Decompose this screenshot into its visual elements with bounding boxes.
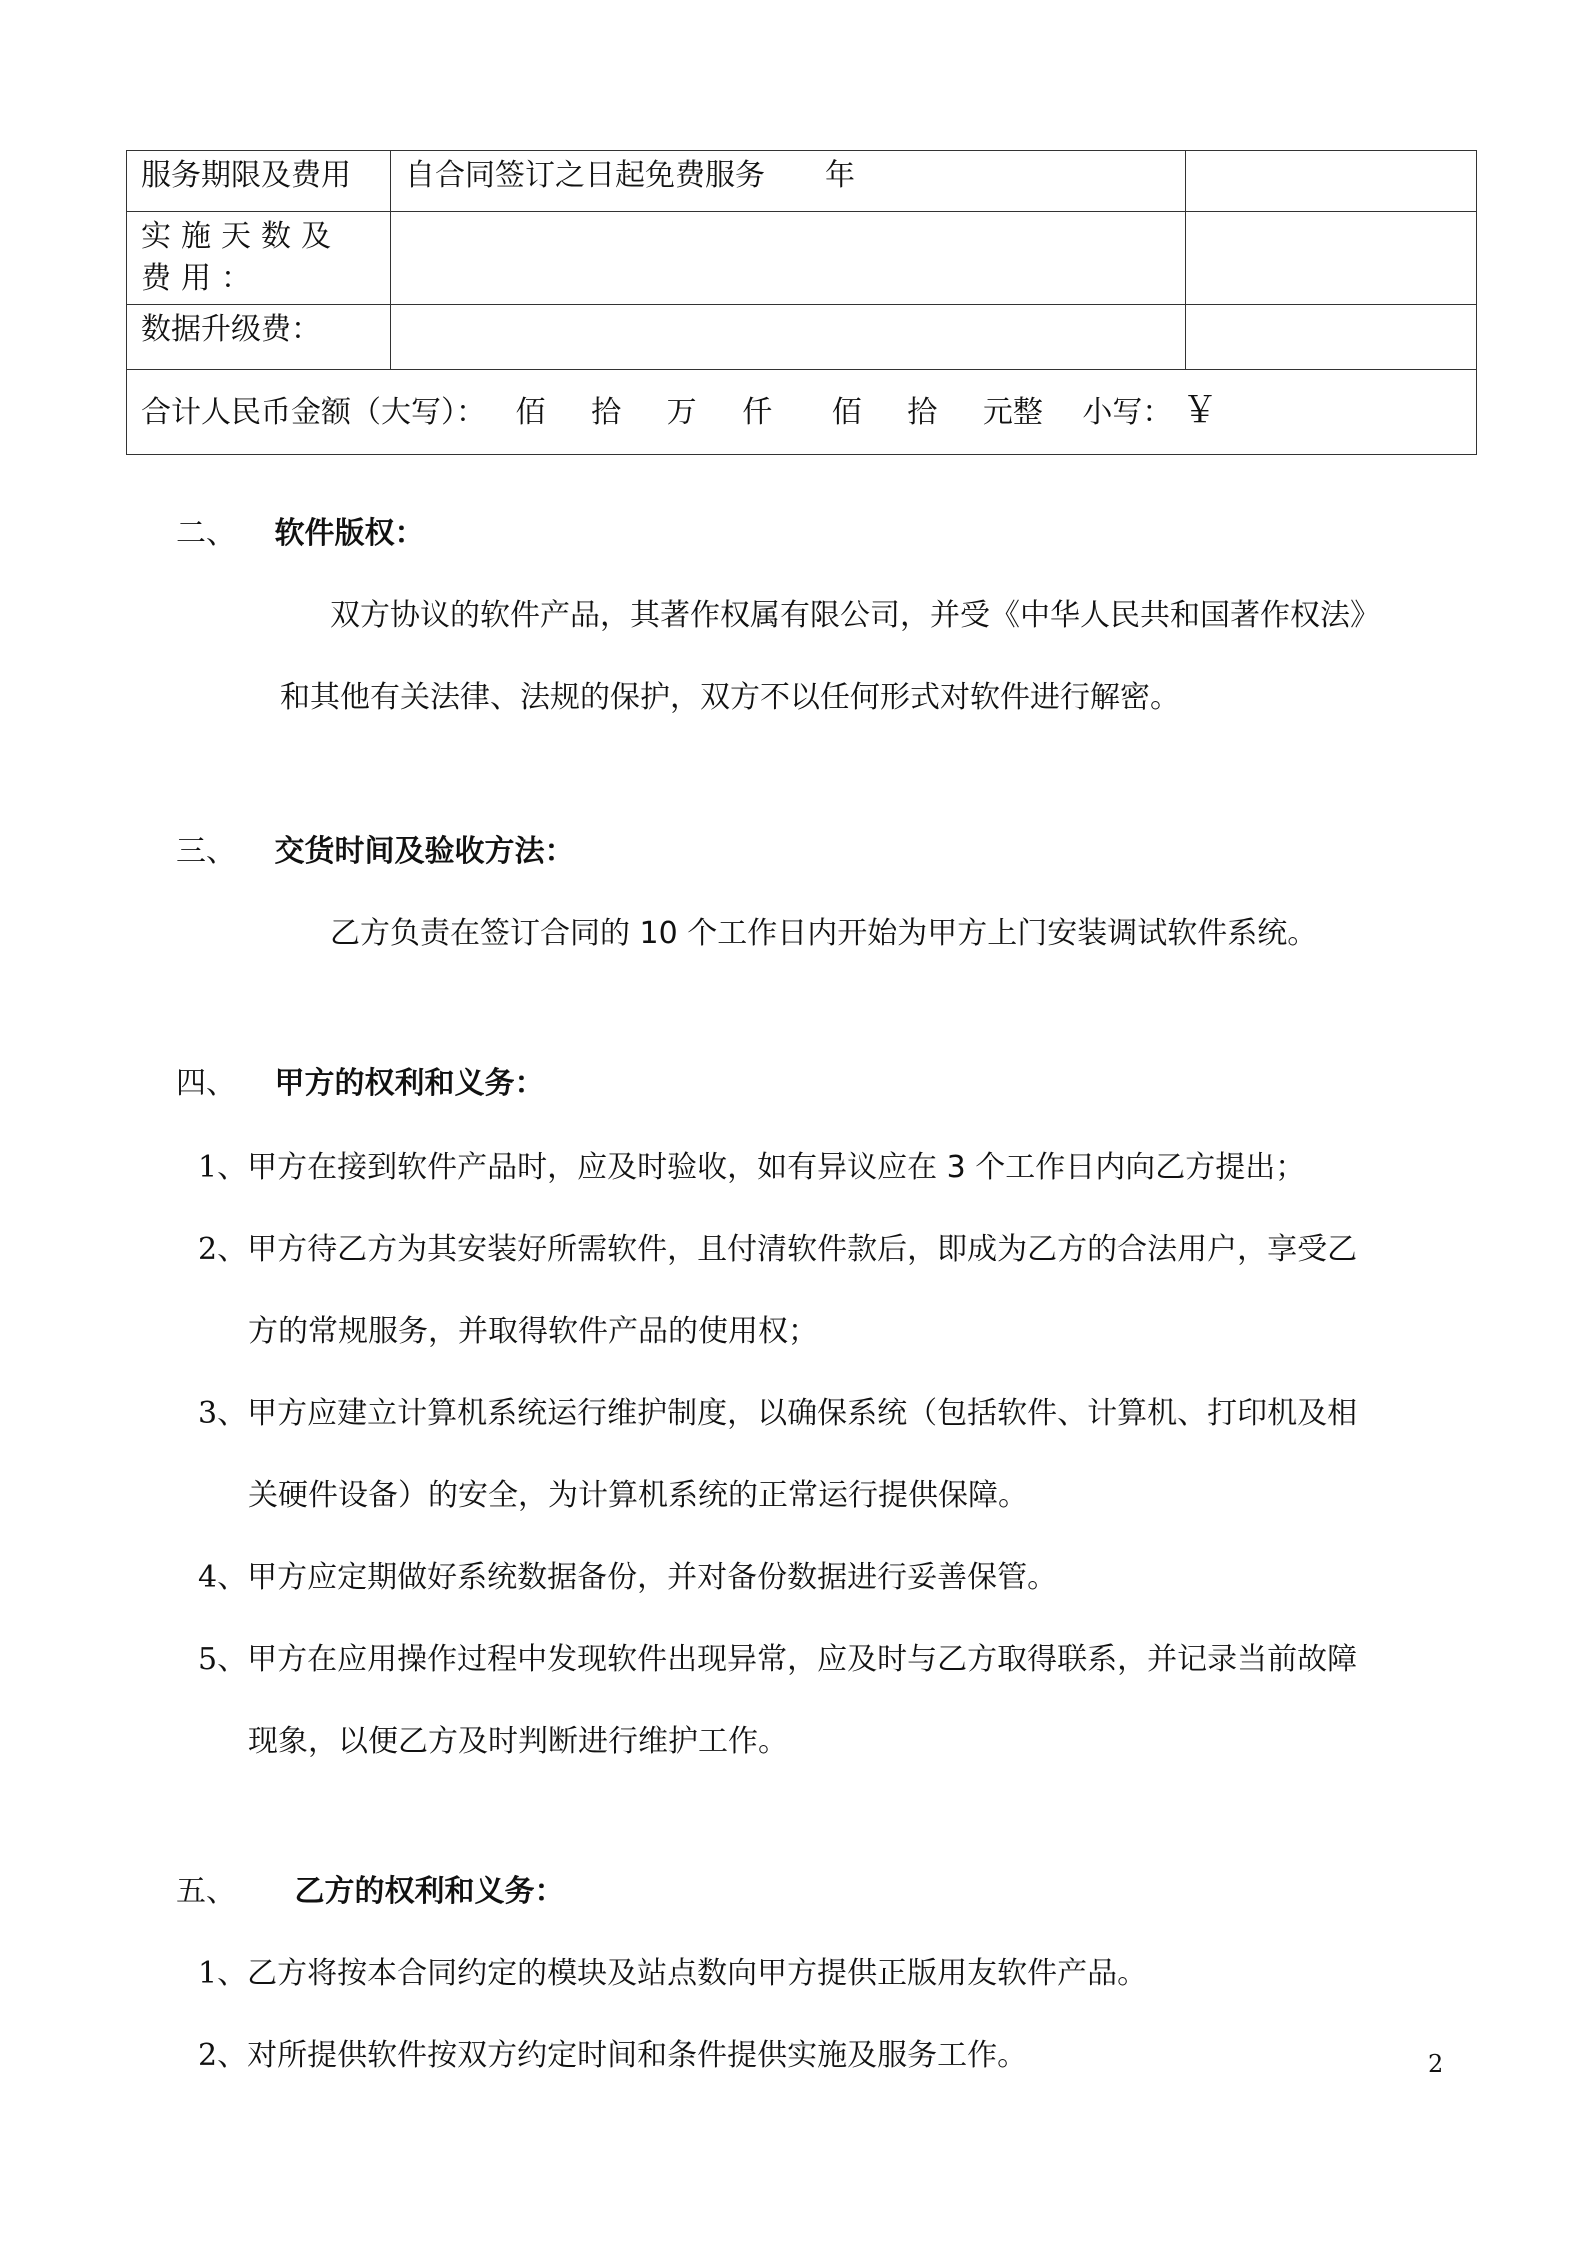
item-text: 乙方将按本合同约定的模块及站点数向甲方提供正版用友软件产品。 bbox=[247, 1956, 1148, 1991]
yen-symbol: ￥ bbox=[1181, 390, 1218, 431]
section-title: 软件版权： bbox=[274, 516, 425, 551]
item-text: 甲方待乙方为其安装好所需软件，且付清软件款后，即成为乙方的合法用户，享受乙 bbox=[247, 1232, 1358, 1267]
paragraph-line: 乙方负责在签订合同的 10 个工作日内开始为甲方上门安装调试软件系统。 bbox=[330, 916, 1318, 951]
section-4-heading bbox=[176, 1058, 544, 1102]
total-amount-row bbox=[127, 370, 1477, 455]
item-number: 5、 bbox=[198, 1642, 248, 1677]
list-item bbox=[198, 1142, 1305, 1186]
service-period-amount bbox=[1186, 151, 1477, 212]
fee-table bbox=[126, 150, 1477, 455]
small-amount-label: 小写： bbox=[1082, 395, 1173, 430]
section-3-heading bbox=[176, 826, 574, 870]
list-item-continuation: 方的常规服务，并取得软件产品的使用权； bbox=[248, 1314, 818, 1349]
unit-bai: 佰 bbox=[515, 395, 546, 430]
section-2-heading bbox=[176, 508, 424, 552]
list-item bbox=[198, 2030, 1027, 2074]
unit-wan: 万 bbox=[666, 395, 697, 430]
list-item-continuation: 现象，以便乙方及时判断进行维护工作。 bbox=[248, 1724, 788, 1759]
list-item-continuation: 关硬件设备）的安全，为计算机系统的正常运行提供保障。 bbox=[248, 1478, 1028, 1513]
list-item bbox=[198, 1552, 1057, 1596]
item-text: 对所提供软件按双方约定时间和条件提供实施及服务工作。 bbox=[247, 2038, 1028, 2073]
list-item bbox=[198, 1634, 1357, 1678]
data-upgrade-label: 数据升级费： bbox=[127, 305, 391, 370]
list-item bbox=[198, 1224, 1357, 1268]
total-amount-cell bbox=[127, 370, 1477, 455]
data-upgrade-content bbox=[391, 305, 1186, 370]
item-number: 2、 bbox=[198, 1232, 248, 1267]
section-number: 二、 bbox=[176, 516, 236, 551]
table-row bbox=[127, 151, 1477, 212]
unit-qian: 仟 bbox=[742, 395, 773, 430]
implementation-days-content bbox=[391, 212, 1186, 305]
service-period-label: 服务期限及费用 bbox=[127, 151, 391, 212]
item-text: 甲方应建立计算机系统运行维护制度，以确保系统（包括软件、计算机、打印机及相 bbox=[247, 1396, 1358, 1431]
section-number: 四、 bbox=[176, 1066, 236, 1101]
unit-shi: 拾 bbox=[591, 395, 622, 430]
total-amount-label: 合计人民币金额（大写）： bbox=[141, 395, 486, 430]
paragraph-line: 双方协议的软件产品，其著作权属有限公司，并受《中华人民共和国著作权法》 bbox=[330, 598, 1380, 633]
unit-bai: 佰 bbox=[831, 395, 862, 430]
implementation-days-label: 实施天数及费用： bbox=[127, 212, 391, 305]
section-title: 乙方的权利和义务： bbox=[294, 1874, 565, 1909]
item-text: 甲方在接到软件产品时，应及时验收，如有异议应在 3 个工作日内向乙方提出； bbox=[247, 1150, 1306, 1185]
data-upgrade-amount bbox=[1186, 305, 1477, 370]
item-number: 1、 bbox=[198, 1150, 248, 1185]
section-title: 甲方的权利和义务： bbox=[274, 1066, 545, 1101]
item-number: 3、 bbox=[198, 1396, 248, 1431]
item-text: 甲方在应用操作过程中发现软件出现异常，应及时与乙方取得联系，并记录当前故障 bbox=[247, 1642, 1358, 1677]
item-number: 2、 bbox=[198, 2038, 248, 2073]
table-row bbox=[127, 305, 1477, 370]
item-number: 1、 bbox=[198, 1956, 248, 1991]
paragraph-line: 和其他有关法律、法规的保护，双方不以任何形式对软件进行解密。 bbox=[280, 680, 1180, 715]
list-item bbox=[198, 1948, 1147, 1992]
list-item bbox=[198, 1388, 1357, 1432]
item-text: 甲方应定期做好系统数据备份，并对备份数据进行妥善保管。 bbox=[247, 1560, 1058, 1595]
page-number: 2 bbox=[1428, 2050, 1444, 2078]
service-period-content: 自合同签订之日起免费服务 年 bbox=[391, 151, 1186, 212]
table-row bbox=[127, 212, 1477, 305]
section-number: 五、 bbox=[176, 1874, 236, 1909]
section-5-heading bbox=[176, 1866, 564, 1910]
unit-yuan-zheng: 元整 bbox=[982, 395, 1043, 430]
unit-shi: 拾 bbox=[907, 395, 938, 430]
implementation-days-amount bbox=[1186, 212, 1477, 305]
item-number: 4、 bbox=[198, 1560, 248, 1595]
section-number: 三、 bbox=[176, 834, 236, 869]
section-title: 交货时间及验收方法： bbox=[274, 834, 575, 869]
